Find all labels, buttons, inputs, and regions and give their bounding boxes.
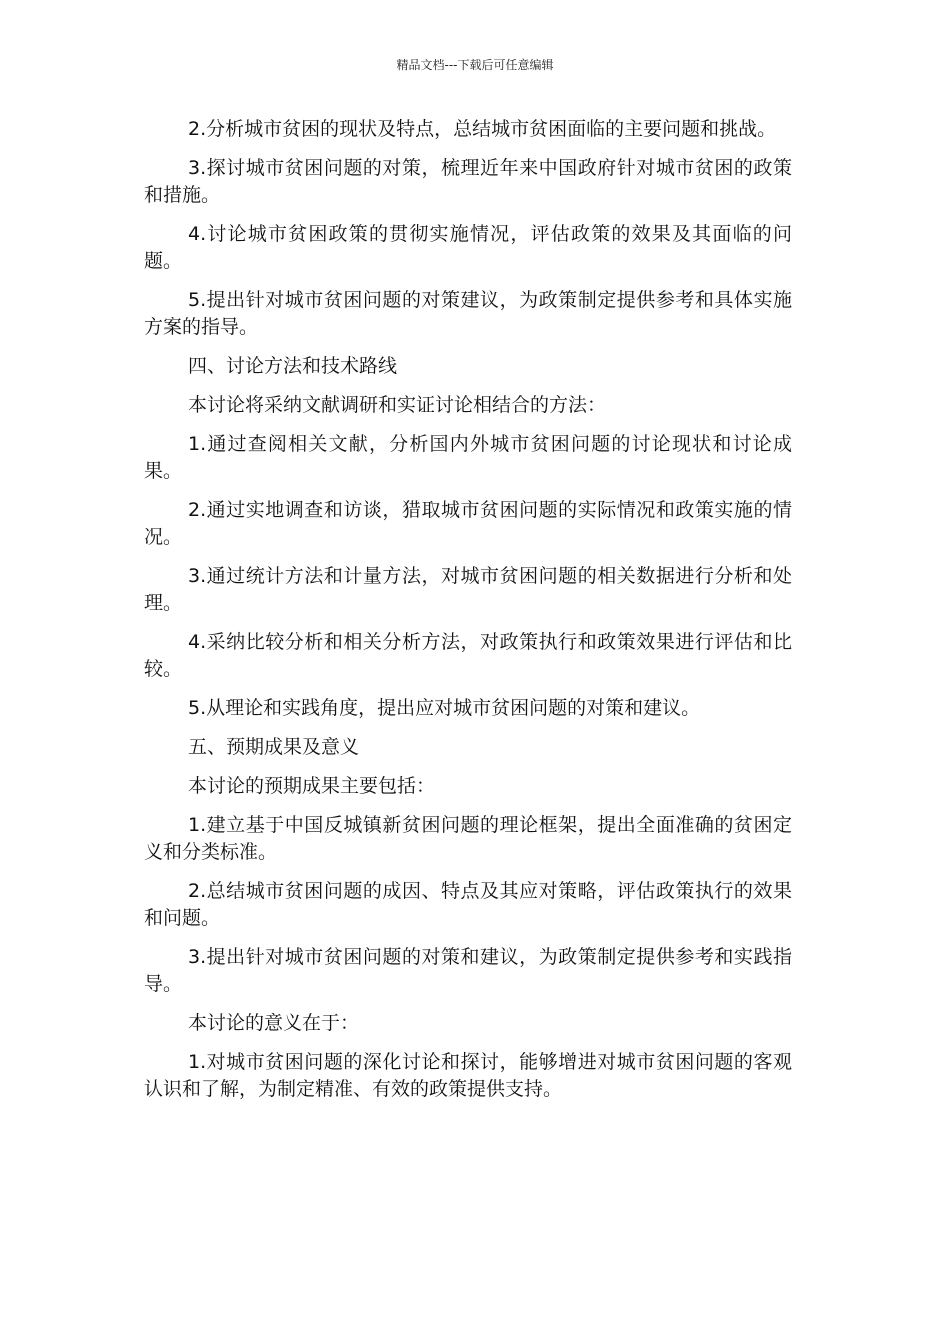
section-heading-methods: 四、讨论方法和技术路线 [188,355,398,377]
paragraph-methods-intro: 本讨论将采纳文献调研和实证讨论相结合的方法： [188,394,607,416]
paragraph-method-4: 4.采纳比较分析和相关分析方法，对政策执行和政策效果进行评估和比较。 [144,631,792,680]
paragraph-method-2: 2.通过实地调查和访谈，猎取城市贫困问题的实际情况和政策实施的情况。 [144,499,792,548]
paragraph-method-5: 5.从理论和实践角度，提出应对城市贫困问题的对策和建议。 [188,697,701,719]
document-body [144,116,792,1115]
paragraph-outcome-2: 2.总结城市贫困问题的成因、特点及其应对策略，评估政策执行的效果和问题。 [144,880,792,929]
paragraph-method-3: 3.通过统计方法和计量方法，对城市贫困问题的相关数据进行分析和处理。 [144,565,792,614]
paragraph-significance-intro: 本讨论的意义在于： [188,1012,360,1034]
paragraph-objective-2: 2.分析城市贫困的现状及特点，总结城市贫困面临的主要问题和挑战。 [188,118,777,140]
paragraph-objective-3: 3.探讨城市贫困问题的对策，梳理近年来中国政府针对城市贫困的政策和措施。 [144,157,792,206]
paragraph-outcome-3: 3.提出针对城市贫困问题的对策和建议，为政策制定提供参考和实践指导。 [144,946,792,995]
page-header: 精品文档---下载后可任意编辑 [396,58,554,72]
paragraph-method-1: 1.通过查阅相关文献，分析国内外城市贫困问题的讨论现状和讨论成果。 [144,433,792,482]
paragraph-outcome-1: 1.建立基于中国反城镇新贫困问题的理论框架，提出全面准确的贫困定义和分类标准。 [144,814,792,863]
section-heading-outcomes: 五、预期成果及意义 [188,736,360,758]
paragraph-significance-1: 1.对城市贫困问题的深化讨论和探讨，能够增进对城市贫困问题的客观认识和了解，为制定精准、有效的政策提供支持。 [144,1051,792,1100]
paragraph-objective-5: 5.提出针对城市贫困问题的对策建议，为政策制定提供参考和具体实施方案的指导。 [144,289,792,338]
paragraph-outcomes-intro: 本讨论的预期成果主要包括： [188,775,436,797]
paragraph-objective-4: 4.讨论城市贫困政策的贯彻实施情况，评估政策的效果及其面临的问题。 [144,223,792,272]
